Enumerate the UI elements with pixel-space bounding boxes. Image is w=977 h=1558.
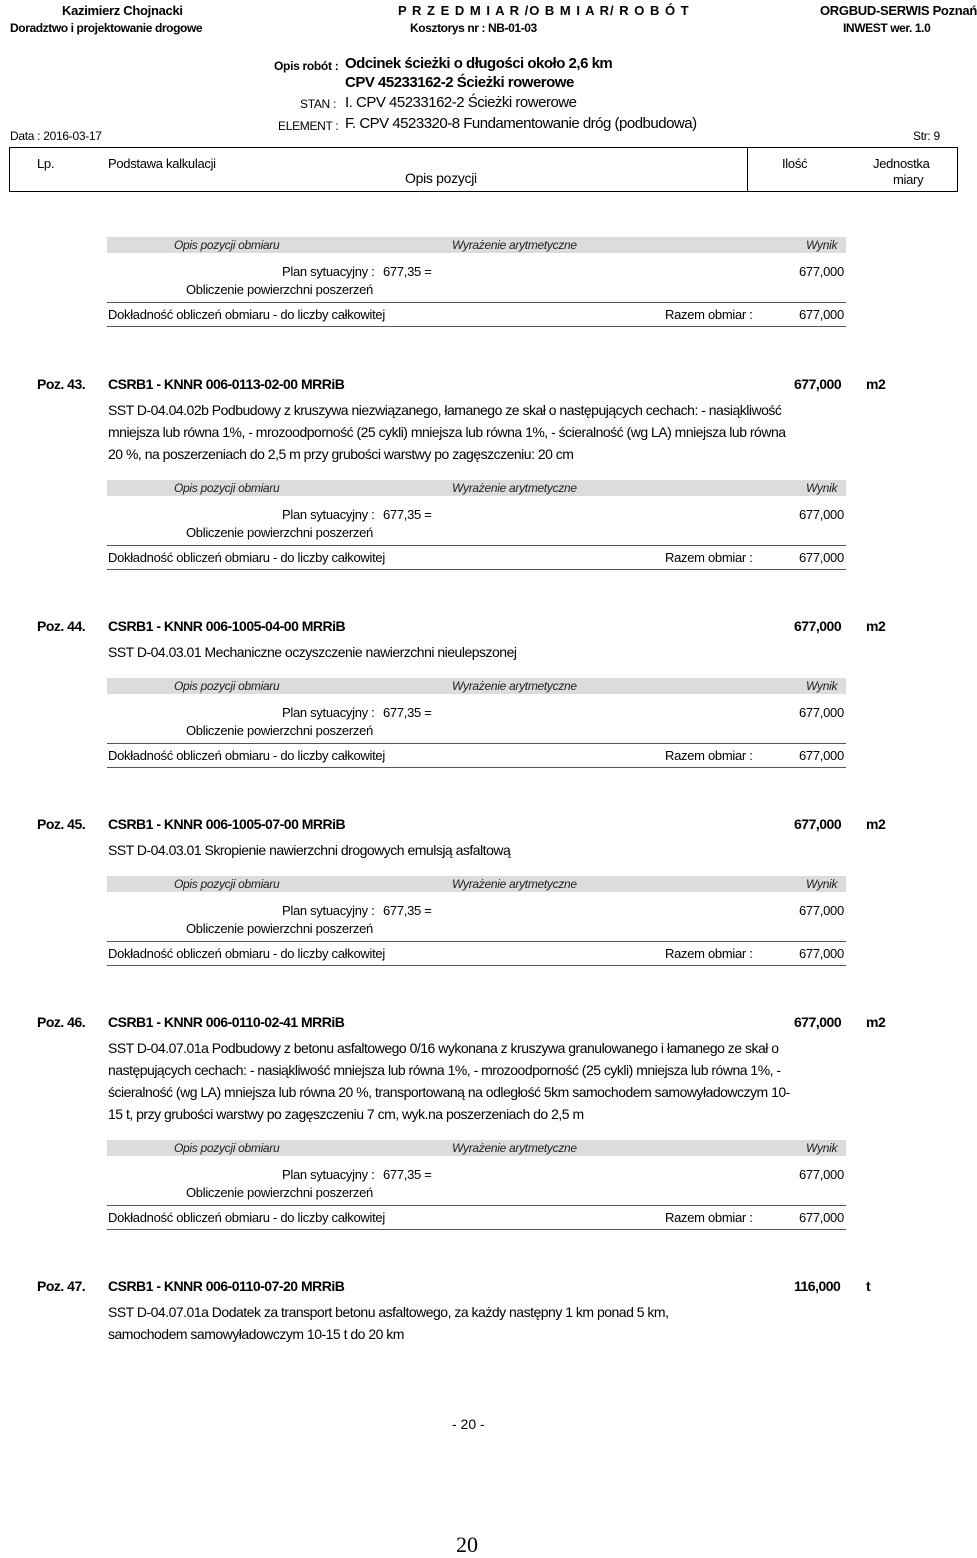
- measure-result: 677,000: [799, 903, 844, 918]
- measure-col-description: Opis pozycji obmiaru: [174, 679, 280, 693]
- accuracy-note: Dokładność obliczeń obmiaru - do liczby całkowitej: [108, 307, 385, 322]
- measure-col-description: Opis pozycji obmiaru: [174, 877, 280, 891]
- measure-col-result: Wynik: [806, 877, 838, 891]
- element-label: ELEMENT :: [278, 119, 339, 133]
- position-code: CSRB1 - KNNR 006-0110-07-20 MRRiB: [108, 1278, 345, 1294]
- page-indicator: Str: 9: [913, 129, 940, 143]
- plan-label: Plan sytuacyjny :: [282, 507, 375, 522]
- measure-result: 677,000: [799, 705, 844, 720]
- position-number: Poz. 44.: [37, 618, 86, 634]
- position-row: [0, 1014, 960, 1134]
- page-number: 20: [456, 1532, 478, 1557]
- position-number: Poz. 46.: [37, 1014, 86, 1030]
- column-description: Opis pozycji: [405, 170, 477, 186]
- estimate-number: Kosztorys nr : NB-01-03: [410, 21, 537, 35]
- position-quantity: 116,000: [794, 1278, 841, 1294]
- calc-label: Obliczenie powierzchni poszerzeń: [186, 525, 373, 540]
- measure-divider: [107, 743, 846, 744]
- software-vendor: ORGBUD-SERWIS Poznań: [820, 3, 977, 18]
- position-number: Poz. 45.: [37, 816, 86, 832]
- measure-bottom-rule: [107, 767, 846, 768]
- position-code: CSRB1 - KNNR 006-1005-04-00 MRRiB: [108, 618, 346, 634]
- column-unit: Jednostka: [873, 156, 930, 171]
- total-label: Razem obmiar :: [665, 1210, 753, 1225]
- calc-label: Obliczenie powierzchni poszerzeń: [186, 921, 373, 936]
- page-marker: - 20 -: [452, 1416, 485, 1432]
- column-lp: Lp.: [37, 156, 55, 171]
- measure-expression: 677,35 =: [383, 507, 432, 522]
- position-unit: m2: [866, 618, 886, 634]
- position-row: [0, 816, 960, 866]
- work-description-line1: Odcinek ścieżki o długości około 2,6 km: [345, 55, 613, 72]
- plan-label: Plan sytuacyjny :: [282, 264, 375, 279]
- document-title: P R Z E D M I A R /O B M I A R/ R O B Ó T: [398, 3, 690, 18]
- measure-divider: [107, 302, 846, 303]
- position-row: [0, 376, 960, 466]
- calc-label: Obliczenie powierzchni poszerzeń: [186, 282, 373, 297]
- measure-bottom-rule: [107, 965, 846, 966]
- measure-expression: 677,35 =: [383, 705, 432, 720]
- measure-block: [0, 1140, 960, 1230]
- position-unit: m2: [866, 1014, 886, 1030]
- total-label: Razem obmiar :: [665, 307, 753, 322]
- position-code: CSRB1 - KNNR 006-0113-02-00 MRRiB: [108, 376, 345, 392]
- calc-label: Obliczenie powierzchni poszerzeń: [186, 1185, 373, 1200]
- measure-col-description: Opis pozycji obmiaru: [174, 1141, 280, 1155]
- position-code: CSRB1 - KNNR 006-0110-02-41 MRRiB: [108, 1014, 345, 1030]
- measure-expression: 677,35 =: [383, 1167, 432, 1182]
- measure-col-result: Wynik: [806, 238, 838, 252]
- total-value: 677,000: [799, 1210, 844, 1225]
- accuracy-note: Dokładność obliczeń obmiaru - do liczby całkowitej: [108, 946, 385, 961]
- column-unit-measure: miary: [893, 172, 924, 187]
- measure-col-result: Wynik: [806, 679, 838, 693]
- measure-col-result: Wynik: [806, 1141, 838, 1155]
- accuracy-note: Dokładność obliczeń obmiaru - do liczby całkowitej: [108, 1210, 385, 1225]
- position-code: CSRB1 - KNNR 006-1005-07-00 MRRiB: [108, 816, 346, 832]
- plan-label: Plan sytuacyjny :: [282, 903, 375, 918]
- measure-bottom-rule: [107, 1229, 846, 1230]
- total-value: 677,000: [799, 550, 844, 565]
- element-value: F. CPV 4523320-8 Fundamentowanie dróg (podbudowa): [345, 115, 697, 132]
- position-quantity: 677,000: [794, 816, 842, 832]
- stan-value: I. CPV 45233162-2 Ścieżki rowerowe: [345, 94, 577, 111]
- company-subtitle: Doradztwo i projektowanie drogowe: [10, 21, 203, 35]
- position-quantity: 677,000: [794, 1014, 842, 1030]
- column-divider: [747, 147, 748, 192]
- measure-bottom-rule: [107, 326, 846, 327]
- measure-col-expression: Wyrażenie arytmetyczne: [452, 238, 577, 252]
- total-value: 677,000: [799, 946, 844, 961]
- measure-col-description: Opis pozycji obmiaru: [174, 481, 280, 495]
- calc-label: Obliczenie powierzchni poszerzeń: [186, 723, 373, 738]
- total-value: 677,000: [799, 307, 844, 322]
- measure-divider: [107, 941, 846, 942]
- total-label: Razem obmiar :: [665, 748, 753, 763]
- stan-label: STAN :: [300, 97, 336, 111]
- measure-col-expression: Wyrażenie arytmetyczne: [452, 679, 577, 693]
- company-name: Kazimierz Chojnacki: [62, 3, 183, 18]
- position-number: Poz. 43.: [37, 376, 86, 392]
- position-description: SST D-04.04.02b Podbudowy z kruszywa niezwiązanego, łamanego ze skał o następujących cechach: - nasiąkliwość mniejsza lub równa 1%, - mrozoodporność (25 cykli) mniejsza lub równa 1%, - ścieralność (wg LA) mniejsza lub równa 20 %, na poszerzeniach do 2,5 m przy grubości warstwy po zagęszczeniu: 20 cm: [108, 402, 786, 462]
- position-unit: m2: [866, 816, 886, 832]
- measure-divider: [107, 1205, 846, 1206]
- measure-col-description: Opis pozycji obmiaru: [174, 238, 280, 252]
- measure-divider: [107, 545, 846, 546]
- position-description: SST D-04.03.01 Skropienie nawierzchni drogowych emulsją asfaltową: [108, 842, 511, 858]
- position-quantity: 677,000: [794, 618, 842, 634]
- position-unit: t: [866, 1278, 871, 1294]
- measure-block: [0, 237, 960, 327]
- position-description: SST D-04.03.01 Mechaniczne oczyszczenie nawierzchni nieulepszonej: [108, 644, 517, 660]
- measure-col-expression: Wyrażenie arytmetyczne: [452, 1141, 577, 1155]
- accuracy-note: Dokładność obliczeń obmiaru - do liczby całkowitej: [108, 550, 385, 565]
- work-description-line2: CPV 45233162-2 Ścieżki rowerowe: [345, 74, 574, 91]
- measure-expression: 677,35 =: [383, 903, 432, 918]
- measure-block: [0, 480, 960, 570]
- document-date: Data : 2016-03-17: [10, 129, 102, 143]
- plan-label: Plan sytuacyjny :: [282, 1167, 375, 1182]
- software-version: INWEST wer. 1.0: [843, 21, 931, 35]
- total-value: 677,000: [799, 748, 844, 763]
- column-quantity: Ilość: [782, 156, 808, 171]
- measure-col-result: Wynik: [806, 481, 838, 495]
- measure-result: 677,000: [799, 1167, 844, 1182]
- measure-col-expression: Wyrażenie arytmetyczne: [452, 481, 577, 495]
- work-description-label: Opis robót :: [274, 59, 339, 73]
- measure-block: [0, 876, 960, 966]
- measure-result: 677,000: [799, 264, 844, 279]
- position-number: Poz. 47.: [37, 1278, 86, 1294]
- total-label: Razem obmiar :: [665, 550, 753, 565]
- position-unit: m2: [866, 376, 886, 392]
- position-row: [0, 1278, 960, 1348]
- total-label: Razem obmiar :: [665, 946, 753, 961]
- position-description: SST D-04.07.01a Podbudowy z betonu asfaltowego 0/16 wykonana z kruszywa granulowanego i łamanego ze skał o następujących cechach: - nasiąkliwość mniejsza lub równa 1%, - mrozoodporność (25 cykli) mniejsza lub równa 1%, - ścieralność (wg LA) mniejsza lub równa 20 %, transportowaną na odległość 5km samochodem samowyładowczym 10-15 t, przy grubości warstwy po zagęszczeniu 7 cm, wyk.na poszerzeniach do 2,5 m: [108, 1040, 790, 1122]
- measure-block: [0, 678, 960, 768]
- position-row: [0, 618, 960, 668]
- measure-bottom-rule: [107, 569, 846, 570]
- measure-expression: 677,35 =: [383, 264, 432, 279]
- position-description: SST D-04.07.01a Dodatek za transport betonu asfaltowego, za każdy następny 1 km ponad 5 km, samochodem samowyładowczym 10-15 t do 20 km: [108, 1304, 669, 1342]
- column-basis: Podstawa kalkulacji: [108, 156, 216, 171]
- measure-col-expression: Wyrażenie arytmetyczne: [452, 877, 577, 891]
- plan-label: Plan sytuacyjny :: [282, 705, 375, 720]
- position-quantity: 677,000: [794, 376, 842, 392]
- accuracy-note: Dokładność obliczeń obmiaru - do liczby całkowitej: [108, 748, 385, 763]
- measure-result: 677,000: [799, 507, 844, 522]
